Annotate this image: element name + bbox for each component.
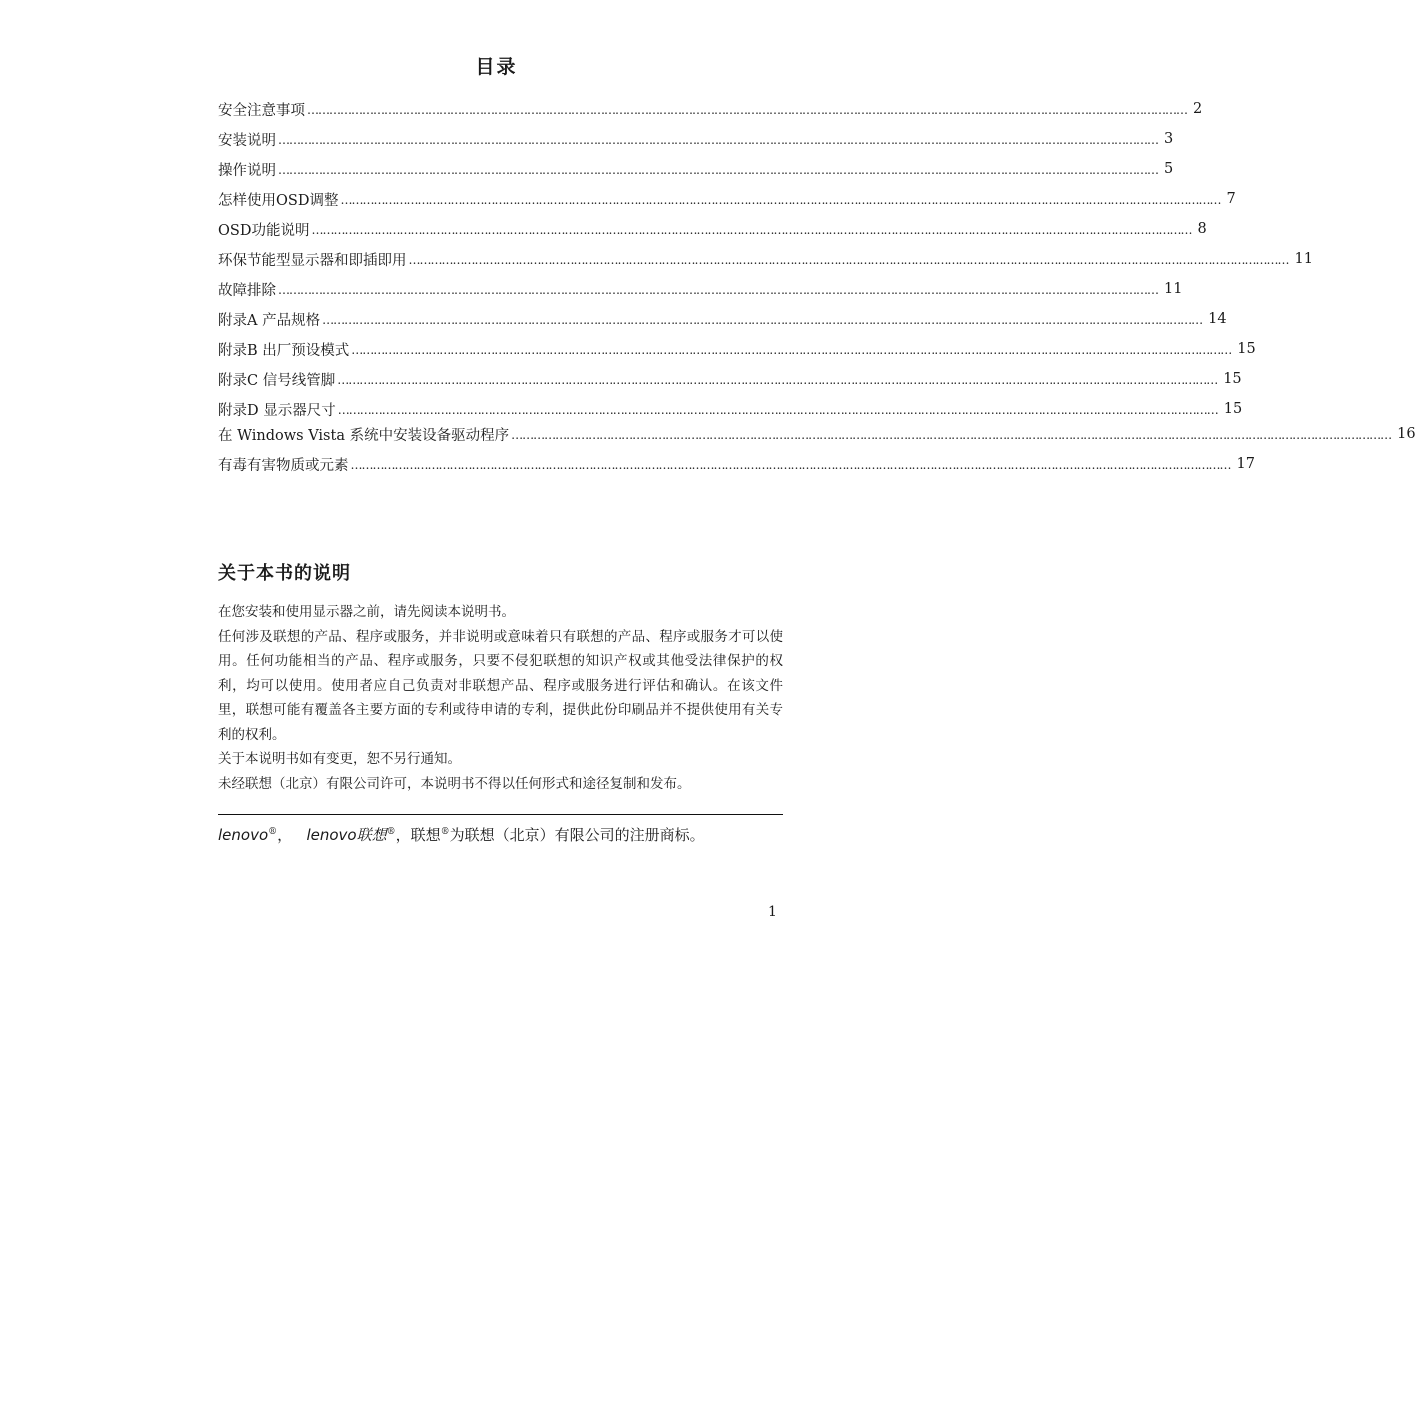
toc-entry-label: 有毒有害物质或元素 [218,457,349,474]
toc-leader-dots: …………………………………………………………………………………………………………………………………………………………………………………………………………………… [511,428,1392,442]
trademark-name: 联想 [410,826,441,844]
toc-entry[interactable] [218,336,1256,362]
toc-entry[interactable] [218,451,1255,477]
toc-entry[interactable] [218,216,1207,242]
trademark-notice [218,824,783,845]
toc-entry[interactable] [218,96,1203,122]
separator: ， [277,826,293,844]
paragraph: 未经联想（北京）有限公司许可，本说明书不得以任何形式和途径复制和发布。 [218,775,691,792]
toc-entry-label: 附录C 信号线管脚 [218,372,336,389]
toc-title: 目录 [475,56,518,78]
toc-entry[interactable] [218,276,1183,302]
toc-entry-label: OSD功能说明 [218,222,310,239]
toc-entry[interactable] [218,186,1236,212]
separator: ， [395,826,411,844]
trademark-text: 为联想（北京）有限公司的注册商标。 [449,826,705,844]
about-text [218,600,783,796]
toc-entry-page: 11 [1164,281,1183,297]
toc-entry-label: 附录D 显示器尺寸 [218,402,336,419]
toc-entry-label: 附录B 出厂预设模式 [218,342,350,359]
paragraph: 在您安装和使用显示器之前，请先阅读本说明书。 [218,604,515,620]
toc-entry-label: 安全注意事项 [218,102,305,119]
toc-leader-dots: …………………………………………………………………………………………………………………………………………………………………………………………………………………… [278,163,1158,177]
toc-entry[interactable] [218,396,1243,422]
toc-entry[interactable] [218,246,1313,272]
toc-entry-page: 3 [1164,131,1174,147]
lenovo-brand: lenovo [218,826,269,844]
toc-entry-page: 7 [1226,191,1236,207]
paragraph: 关于本说明书如有变更，恕不另行通知。 [218,751,461,767]
toc-entry-page: 8 [1197,221,1207,237]
toc-leader-dots: …………………………………………………………………………………………………………………………………………………………………………………………………………………… [322,313,1203,327]
section-title: 关于本书的说明 [218,563,351,584]
registered-mark: ® [440,827,450,837]
toc-entry[interactable] [218,156,1174,182]
toc-entry-page: 15 [1237,341,1256,357]
page-number: 1 [768,904,777,920]
toc-entry-page: 15 [1223,371,1242,387]
toc-entry-page: 5 [1164,161,1174,177]
toc-entry[interactable] [218,306,1227,332]
toc-entry-label: 安装说明 [218,132,276,149]
toc-entry-label: 操作说明 [218,162,276,179]
toc-leader-dots: …………………………………………………………………………………………………………………………………………………………………………………………………………………… [337,403,1218,417]
paragraph: 任何涉及联想的产品、程序或服务，并非说明或意味着只有联想的产品、程序或服务才可以使用。任何功能相当的产品、程序或服务，只要不侵犯联想的知识产权或其他受法律保护的权利，均可以使用。使用者应自己负责对非联想产品、程序或服务进行评估和确认。在该文件里，联想可能有覆盖各主要方面的专利或待申请的专利，提供此份印刷品并不提供使用有关专利的权利。 [218,628,783,743]
toc-entry-page: 14 [1208,311,1227,327]
toc-entry[interactable] [218,366,1242,392]
registered-mark: ® [268,827,278,837]
toc-leader-dots: …………………………………………………………………………………………………………………………………………………………………………………………………………………… [350,458,1231,472]
toc-leader-dots: …………………………………………………………………………………………………………………………………………………………………………………………………………………… [340,193,1221,207]
horizontal-rule [218,814,783,815]
toc-entry-page: 2 [1193,101,1203,117]
toc-entry[interactable] [218,421,1416,447]
toc-entry-page: 15 [1223,401,1243,417]
toc-leader-dots: …………………………………………………………………………………………………………………………………………………………………………………………………………………… [337,373,1218,387]
toc-leader-dots: …………………………………………………………………………………………………………………………………………………………………………………………………………………… [311,223,1192,237]
toc-entry-page: 11 [1294,251,1313,267]
toc-entry-page: 16 [1397,426,1416,442]
toc-leader-dots: …………………………………………………………………………………………………………………………………………………………………………………………………………………… [307,103,1187,117]
toc-entry-label: 环保节能型显示器和即插即用 [218,252,407,269]
toc-entry-label: 附录A 产品规格 [218,312,321,329]
registered-mark: ® [386,827,396,837]
toc-leader-dots: …………………………………………………………………………………………………………………………………………………………………………………………………………………… [278,283,1158,297]
toc-leader-dots: …………………………………………………………………………………………………………………………………………………………………………………………………………………… [408,253,1289,267]
lenovo-lianxiang-brand: lenovo联想 [306,826,387,844]
toc-entry[interactable] [218,126,1174,152]
toc-entry-page: 17 [1236,456,1255,472]
toc-leader-dots: …………………………………………………………………………………………………………………………………………………………………………………………………………………… [351,343,1232,357]
toc-entry-label: 在 Windows Vista 系统中安装设备驱动程序 [218,427,510,444]
toc-entry-label: 怎样使用OSD调整 [218,192,339,209]
toc-entry-label: 故障排除 [218,282,276,299]
toc-leader-dots: …………………………………………………………………………………………………………………………………………………………………………………………………………………… [278,133,1158,147]
